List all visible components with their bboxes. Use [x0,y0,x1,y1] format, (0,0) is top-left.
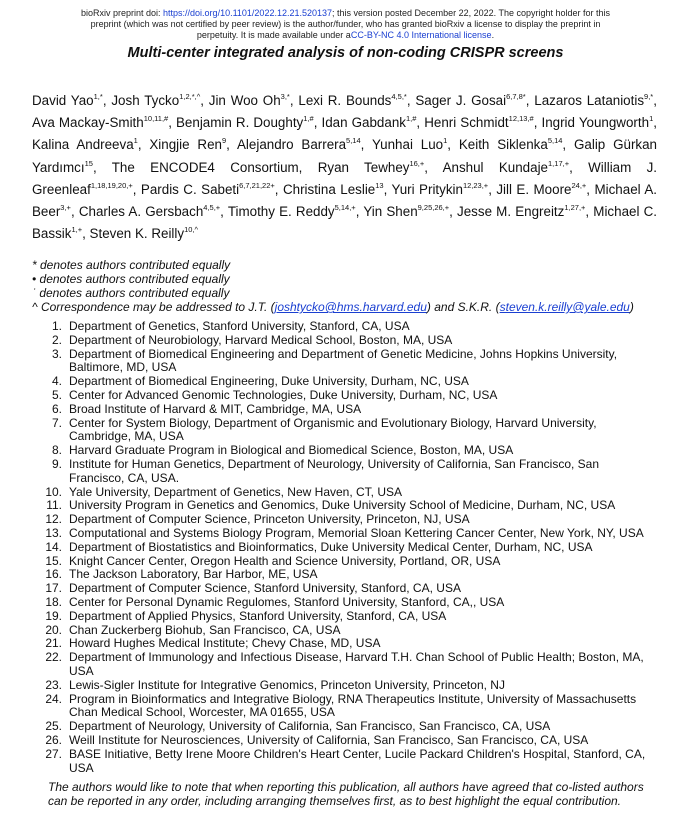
author-entry [176,115,314,130]
affiliation-list [32,320,657,775]
author-name: Christina Leslie [282,181,376,197]
author-name: The ENCODE4 Consortium [111,159,299,175]
affiliation-text: BASE Initiative, Betty Irene Moore Children's Heart Center, Lucile Packard Children's Hospital, Stanford, CA, USA [69,746,646,775]
affiliation-item [32,527,657,541]
author-name: Lazaros Lataniotis [534,93,645,108]
affiliation-item [32,555,657,569]
affiliation-item [32,693,657,721]
author-entry [32,115,168,130]
author-name: Ava Mackay-Smith [32,115,144,131]
affiliation-item [32,734,657,748]
author-entry [318,160,425,175]
header-line3-suffix: . [491,30,495,40]
author-entry [457,204,585,219]
author-name: David Yao [32,93,94,108]
equal-contribution-note-1: * denotes authors contributed equally [32,258,231,272]
author-name: Lexi R. Bounds [298,93,392,108]
affiliation-number: 19. [45,608,62,623]
author-name: Sager J. Gosai [415,93,507,108]
author-affiliation-marks: 12,23,+ [462,180,489,190]
author-entry [283,182,384,197]
author-affiliation-marks: 5,14,+ [334,203,356,213]
affiliation-text: Department of Neurobiology, Harvard Medical School, Boston, MA, USA [69,332,453,347]
author-affiliation-marks: 1 [649,114,654,124]
author-name: Pardis C. Sabeti [140,181,240,197]
affiliation-number: 26. [45,732,62,747]
affiliation-text: Center for Advanced Genomic Technologies, Duke University, Durham, NC, USA [69,387,498,402]
author-name: Jill E. Moore [496,181,572,197]
author-affiliation-marks: 3,+ [60,203,71,213]
affiliation-text: Center for System Biology, Department of Organismic and Evolutionary Biology, Harvard University, Cambridge, MA, USA [69,415,597,444]
affiliation-item [32,334,657,348]
affiliation-text: The Jackson Laboratory, Bar Harbor, ME, USA [69,567,318,582]
email-link-reilly[interactable]: steven.k.reilly@yale.edu [499,300,630,314]
affiliation-item [32,458,657,486]
license-link[interactable]: CC-BY-NC 4.0 International license [350,30,492,40]
equal-contribution-note-2: • denotes authors contributed equally [32,272,230,286]
author-affiliation-marks: 13 [375,180,384,190]
affiliation-text: Department of Neurology, University of California, San Francisco, San Francisco, CA, USA [69,719,551,734]
author-entry [321,115,416,130]
header-line-2: preprint (which was not certified by peer review) is the author/funder, who has granted bioRxiv a license to display the preprint in [90,19,601,29]
correspondence-mid: ) and S.K.R. ( [426,300,500,314]
affiliation-number: 16. [45,567,62,582]
author-name: Alejandro Barrera [236,137,347,153]
author-name: William J. Greenleaf [32,159,658,197]
author-name: Jin Woo Oh [208,93,281,108]
affiliation-text: University Program in Genetics and Genomics, Duke University School of Medicine, Durham, NC, USA [69,498,616,513]
author-name: Benjamin R. Doughty [176,115,304,131]
affiliation-text: Department of Biostatistics and Bioinformatics, Duke University Medical Center, Durham, NC, USA [69,539,593,554]
author-entry [372,137,447,152]
author-entry [392,182,489,197]
affiliation-number: 5. [51,387,62,402]
author-entry [149,137,226,152]
author-entry [415,93,525,108]
author-affiliation-marks: 1,2,*,^ [179,92,201,101]
author-entry [237,137,361,152]
header-line-1 [60,8,631,19]
author-entry [298,93,406,108]
author-name: Michael A. Beer [32,181,657,220]
affiliation-item [32,541,657,555]
author-name: Ingrid Youngworth [541,115,650,131]
equal-contribution-note-3: ˙ denotes authors contributed equally [32,286,230,300]
author-entry [209,93,290,108]
affiliation-text: Program in Bioinformatics and Integrative Biology, RNA Therapeutics Institute, University of Massachusetts Chan Medical School, Worcester, MA 01655, USA [69,691,637,720]
affiliation-number: 20. [45,622,62,637]
affiliation-item [32,486,657,500]
equal-contribution-footnote: The authors would like to note that when reporting this publication, all authors have agreed that co-listed authors can be reported in any order, including arranging themselves first, as to best highlight the equal contribution. [48,780,644,808]
header-line3-prefix: perpetuity. It is made available under a [196,30,351,40]
affiliation-text: Department of Genetics, Stanford University, Stanford, CA, USA [69,319,410,333]
affiliation-text: Broad Institute of Harvard & MIT, Cambridge, MA, USA [69,401,362,416]
author-entry [141,182,275,197]
affiliation-text: Chan Zuckerberg Biohub, San Francisco, CA, USA [69,622,341,637]
author-affiliation-marks: 12,13,# [508,114,534,124]
correspondence-suffix: ) [629,300,634,314]
author-affiliation-marks: 3,* [280,92,290,101]
author-entry [32,137,138,152]
author-entry [534,93,653,108]
affiliation-number: 25. [45,719,62,734]
paper-title: Multi-center integrated analysis of non-coding CRISPR screens [127,45,564,61]
author-affiliation-marks: 6,7,21,22+ [239,180,275,190]
author-entry [112,160,299,175]
author-entry [90,226,198,241]
author-notes [32,258,662,314]
author-name: Keith Siklenka [458,137,548,153]
affiliation-text: Yale University, Department of Genetics, New Haven, CT, USA [69,484,403,499]
affiliation-text: Weill Institute for Neurosciences, University of California, San Francisco, San Francisco, CA, USA [69,732,589,747]
affiliation-number: 3. [51,346,62,361]
affiliation-number: 2. [51,332,62,347]
affiliation-item [32,348,657,376]
affiliation-text: Computational and Systems Biology Program, Memorial Sloan Kettering Cancer Center, New York, NY, USA [69,525,644,540]
author-affiliation-marks: 1,17,+ [548,158,570,168]
author-name: Charles A. Gersbach [78,204,204,220]
affiliation-item [32,320,657,334]
affiliation-item [32,624,657,638]
affiliation-number: 12. [45,512,62,527]
correspondence-note [32,300,662,314]
author-affiliation-marks: 9,25,26,+ [417,203,450,213]
author-name: Josh Tycko [111,93,180,108]
author-name: Henri Schmidt [424,115,509,131]
affiliation-item [32,637,657,651]
header-line1-prefix: bioRxiv preprint doi: [80,8,164,18]
affiliation-item [32,679,657,693]
author-name: Anshul Kundaje [442,159,549,175]
affiliation-item [32,499,657,513]
author-affiliation-marks: 1,18,19,20,+ [90,180,133,190]
author-affiliation-marks: 5,14 [547,136,563,146]
affiliation-item [32,748,657,776]
author-entry [228,204,356,219]
affiliation-number: 24. [45,691,62,706]
author-affiliation-marks: 4,5,+ [203,203,221,213]
affiliation-number: 10. [45,484,62,499]
affiliation-number: 4. [51,374,62,389]
author-entry [424,115,533,130]
author-list: David Yao$^{1,*}$, Josh Tycko$^{1,2,*,\^{}}$, Jin Woo $Oh^{3,*}$, Lexi R. Bounds$^{4,5,*}$, Sager J. Gosai$^{6,7,8*}$, Lazaros Lataniotis$^{9,*}$, Ava Mackay-Smith$^{10,11,\#}$, Benjamin R. Doughty$^{1,\#}$, Idan Gabdank$^{1,\#}$, Henri Schmidt$^{12,13,\#}$, Ingrid Youngworth$^1$, Kalina Andreeva$^1$, Xingjie Ren$^9$, Alejandro Barrera$^{5,14}$, Yunhai Luo$^1$, Keith Siklenka$^{5,14}$, Galip Gürkan Yardımcı$^{15}$, The ENCODE4 Consortium, Ryan Tewhey$^{16,+}$, Anshul Kundaje$^{1,17,+}$, William J. Greenleaf$^{1,18,19,20,+}$, Pardis C. Sabeti$^{6,7,21,22+}$, Christina Leslie$^{13}$, Yuri Pritykin$^{12,23,+}$, Jill E. Moore$^{24,+}$, Michael A. Beer$^{3,+}$, Charles A. Gersbach$^{4,5,+}$, Timothy E. Reddy$^{5,14,+}$, Yin Shen$^{9,25,26,+}$, Jesse M. Engreitz$^{1,27,+}$, Michael C. Bassik$^{1,+}$, Steven K. Reilly$^{10,\^{}}$ [32,92,658,242]
affiliation-number: 15. [45,553,62,568]
author-name: Yuri Pritykin [391,181,463,197]
author-name: Kalina Andreeva [32,137,134,153]
author-name: Jesse M. Engreitz [457,204,565,220]
affiliation-item [32,375,657,389]
affiliation-item [32,651,657,679]
affiliation-number: 13. [45,525,62,540]
affiliation-text: Department of Computer Science, Princeton University, Princeton, NJ, USA [69,512,470,527]
affiliation-item [32,513,657,527]
affiliation-text: Institute for Human Genetics, Department of Neurology, University of California, San Francisco, San Francisco, CA, USA. [69,456,600,485]
header-line1-suffix: ; this version posted December 22, 2022. The copyright holder for this [332,8,611,18]
author-name: Xingjie Ren [149,137,222,153]
affiliation-item [32,568,657,582]
affiliation-number: 21. [45,636,62,651]
affiliation-item [32,610,657,624]
affiliation-text: Lewis-Sigler Institute for Integrative Genomics, Princeton University, Princeton, NJ [69,677,505,692]
author-name: Ryan Tewhey [317,159,410,175]
affiliation-number: 1. [51,319,62,333]
author-entry [32,93,103,108]
author-entry [443,160,569,175]
author-name: Michael C. Bassik [32,204,657,242]
affiliation-text: Howard Hughes Medical Institute; Chevy Chase, MD, USA [69,636,381,651]
affiliation-text: Department of Applied Physics, Stanford University, Stanford, CA, USA [69,608,447,623]
affiliation-number: 6. [51,401,62,416]
doi-link[interactable]: https://doi.org/10.1101/2022.12.21.520137 [163,8,333,18]
author-affiliation-marks: 15 [84,158,93,168]
affiliation-number: 11. [46,498,62,513]
affiliation-text: Harvard Graduate Program in Biological and Biomedical Science, Boston, MA, USA [69,443,514,458]
author-affiliation-marks: 1,* [93,92,103,101]
email-link-tycko[interactable]: joshtycko@hms.harvard.edu [274,300,427,314]
author-affiliation-marks: 1,+ [71,225,83,235]
affiliation-item [32,444,657,458]
author-affiliation-marks: 9 [221,136,227,146]
affiliation-number: 27. [45,746,62,761]
affiliation-text: Department of Computer Science, Stanford University, Stanford, CA, USA [69,581,461,596]
author-affiliation-marks: 1,# [303,114,314,124]
affiliation-text: Department of Biomedical Engineering and Department of Genetic Medicine, Johns Hopkins University, Baltimore, MD, USA [69,346,618,375]
affiliation-number: 22. [45,650,62,665]
author-affiliation-marks: 1,27,+ [564,203,586,213]
author-entry [363,204,449,219]
preprint-header [60,8,631,41]
affiliation-number: 9. [51,456,62,471]
affiliation-item [32,582,657,596]
affiliation-number: 8. [51,443,62,458]
author-entry [111,93,200,108]
correspondence-prefix: ^ Correspondence may be addressed to J.T. ( [32,300,275,314]
author-affiliation-marks: 24,+ [571,180,587,190]
author-affiliation-marks: 16,+ [409,158,425,168]
author-affiliation-marks: 4,5,* [391,92,407,101]
author-entry [79,204,220,219]
affiliation-number: 7. [51,415,62,430]
affiliation-text: Department of Immunology and Infectious Disease, Harvard T.H. Chan School of Public Health; Boston, MA, USA [69,650,644,678]
affiliation-item [32,403,657,417]
author-affiliation-marks: 9,* [644,92,654,101]
affiliation-text: Knight Cancer Center, Oregon Health and Science University, Portland, OR, USA [69,553,501,568]
author-name: Steven K. Reilly [89,226,185,242]
affiliation-number: 23. [45,677,62,692]
affiliation-text: Department of Biomedical Engineering, Duke University, Durham, NC, USA [69,374,469,389]
affiliation-number: 18. [45,594,62,609]
author-affiliation-marks: 5,14 [346,136,361,146]
author-name: Yin Shen [363,204,418,220]
author-affiliation-marks: 10,11,# [143,114,169,124]
affiliation-number: 14. [45,539,62,554]
affiliation-item [32,389,657,403]
affiliation-item [32,596,657,610]
author-name: Idan Gabdank [321,115,406,131]
author-entry [459,137,563,152]
author-name: Yunhai Luo [371,137,444,153]
author-name: Timothy E. Reddy [227,204,335,220]
author-affiliation-marks: 1,# [405,114,417,124]
affiliation-number: 17. [45,581,62,596]
affiliation-text: Center for Personal Dynamic Regulomes, Stanford University, Stanford, CA,, USA [69,594,505,609]
author-name: Galip Gürkan Yardımcı [32,137,657,175]
author-affiliation-marks: 10,^ [184,225,199,235]
author-affiliation-marks: 6,7,8* [506,92,526,101]
affiliation-item [32,417,657,445]
affiliation-item [32,720,657,734]
author-affiliation-marks: 1 [443,136,448,146]
author-affiliation-marks: 1 [133,136,138,146]
author-entry [541,115,653,130]
header-line-3 [60,30,631,41]
author-entry [496,182,586,197]
